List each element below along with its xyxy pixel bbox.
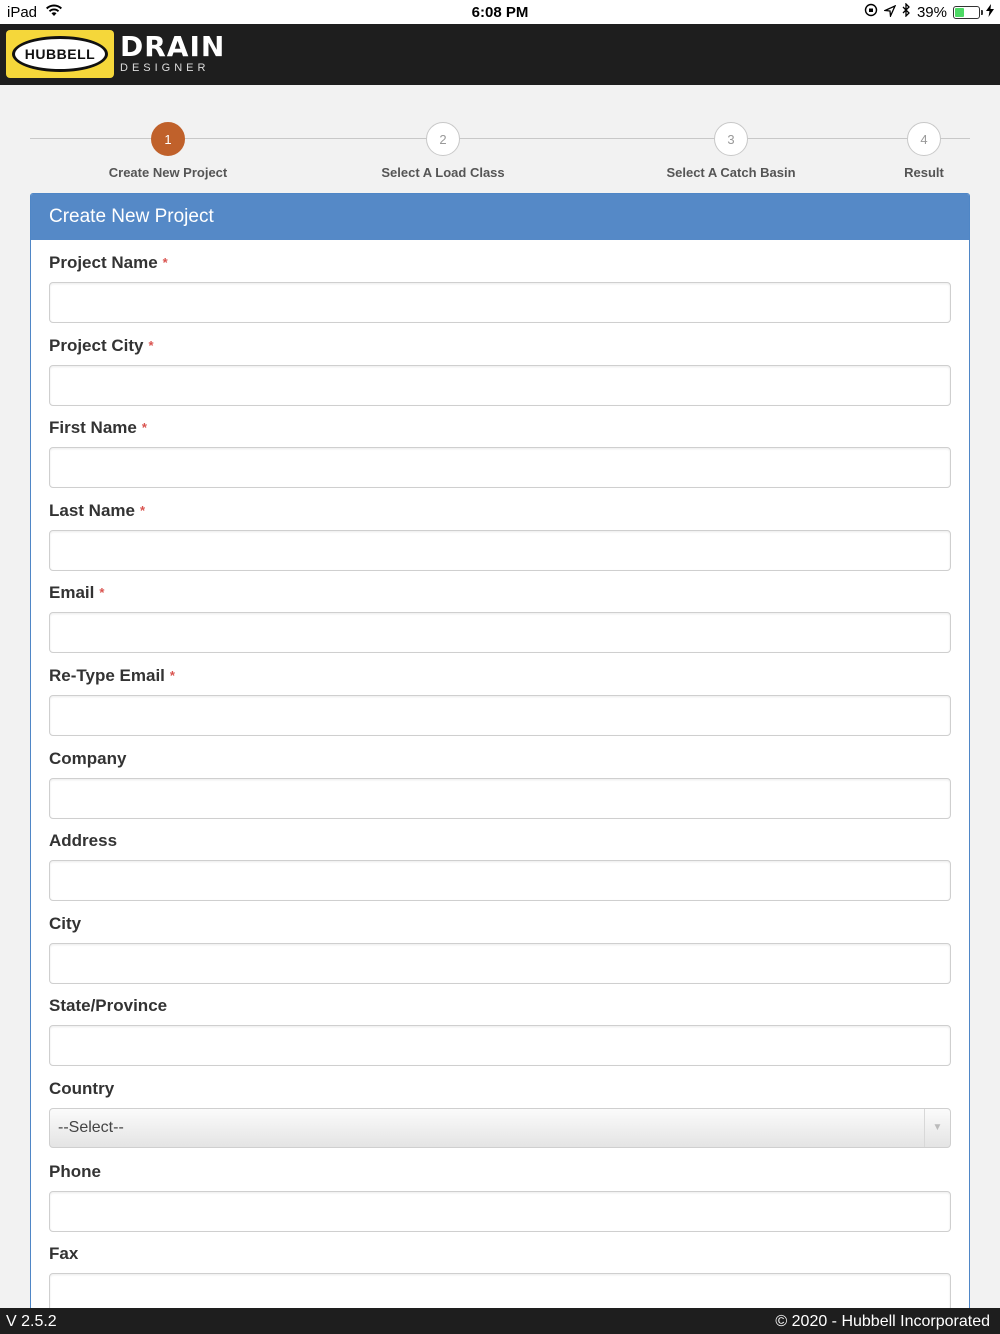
field-retype-email <box>49 667 951 750</box>
field-label: Phone <box>49 1161 101 1181</box>
field-email <box>49 584 951 667</box>
project-name-input[interactable] <box>49 282 951 323</box>
step-create-new-project <box>68 122 268 180</box>
field-label: First Name * <box>49 418 147 438</box>
app-version: V 2.5.2 <box>6 1313 57 1330</box>
project-form <box>31 240 969 1313</box>
step-label: Select A Catch Basin <box>666 165 796 180</box>
field-label: Last Name * <box>49 500 146 520</box>
field-label: City <box>49 913 82 933</box>
app-brand <box>120 32 225 74</box>
app-header <box>0 24 1000 85</box>
step-number: 1 <box>151 122 185 156</box>
required-marker: * <box>141 420 147 436</box>
field-first-name <box>49 419 951 502</box>
battery-icon <box>953 6 980 19</box>
project-city-input[interactable] <box>49 365 951 406</box>
location-icon <box>884 4 896 21</box>
step-select-catch-basin <box>631 122 831 180</box>
field-country <box>49 1080 951 1163</box>
field-fax <box>49 1245 951 1313</box>
status-time: 6:08 PM <box>471 4 529 21</box>
field-city <box>49 915 951 998</box>
state-province-input[interactable] <box>49 1025 951 1066</box>
field-phone <box>49 1163 951 1246</box>
country-select[interactable] <box>49 1108 951 1148</box>
field-label: Project Name * <box>49 253 168 272</box>
device-name: iPad <box>7 4 38 21</box>
step-label: Result <box>904 165 944 180</box>
field-state-province <box>49 997 951 1080</box>
field-label: State/Province <box>49 996 168 1016</box>
field-label: Company <box>49 748 127 768</box>
last-name-input[interactable] <box>49 530 951 571</box>
app-subtitle: DESIGNER <box>120 62 210 74</box>
required-marker: * <box>162 255 168 270</box>
field-project-name <box>49 254 951 337</box>
field-label: Fax <box>49 1244 79 1264</box>
app-footer <box>0 1308 1000 1334</box>
panel-title: Create New Project <box>31 194 969 240</box>
field-address <box>49 832 951 915</box>
required-marker: * <box>148 337 154 353</box>
step-label: Create New Project <box>108 165 228 180</box>
battery-percent: 39% <box>916 3 947 21</box>
retype-email-input[interactable] <box>49 695 951 736</box>
status-bar <box>0 0 1000 24</box>
required-marker: * <box>139 502 146 518</box>
phone-input[interactable] <box>49 1191 951 1232</box>
country-selected-value: --Select-- <box>58 1118 124 1136</box>
field-label: Address <box>49 831 118 851</box>
step-result <box>824 122 1000 180</box>
field-label: Email * <box>49 583 105 603</box>
field-label: Re-Type Email * <box>49 665 175 685</box>
logo-text: HUBBELL <box>12 36 108 72</box>
first-name-input[interactable] <box>49 447 951 488</box>
app-title: DRAIN <box>120 30 226 63</box>
required-marker: * <box>99 585 105 601</box>
project-form-panel <box>30 193 970 1313</box>
rotation-lock-icon <box>864 3 878 21</box>
company-input[interactable] <box>49 778 951 819</box>
hubbell-logo <box>6 30 114 78</box>
step-number: 3 <box>714 122 748 156</box>
chevron-down-icon: ▼ <box>924 1109 950 1147</box>
city-input[interactable] <box>49 943 951 984</box>
progress-stepper <box>30 120 970 190</box>
field-last-name <box>49 502 951 585</box>
field-label: Country <box>49 1078 115 1098</box>
step-number: 2 <box>426 122 460 156</box>
bluetooth-icon <box>902 3 911 21</box>
required-marker: * <box>169 667 175 683</box>
field-label: Project City * <box>49 335 154 355</box>
email-input[interactable] <box>49 612 951 653</box>
step-select-load-class <box>343 122 543 180</box>
step-number: 4 <box>907 122 941 156</box>
charging-icon <box>986 4 994 21</box>
step-label: Select A Load Class <box>381 165 505 180</box>
field-project-city <box>49 337 951 420</box>
address-input[interactable] <box>49 860 951 901</box>
copyright-text: © 2020 - Hubbell Incorporated <box>775 1313 990 1330</box>
field-company <box>49 750 951 833</box>
